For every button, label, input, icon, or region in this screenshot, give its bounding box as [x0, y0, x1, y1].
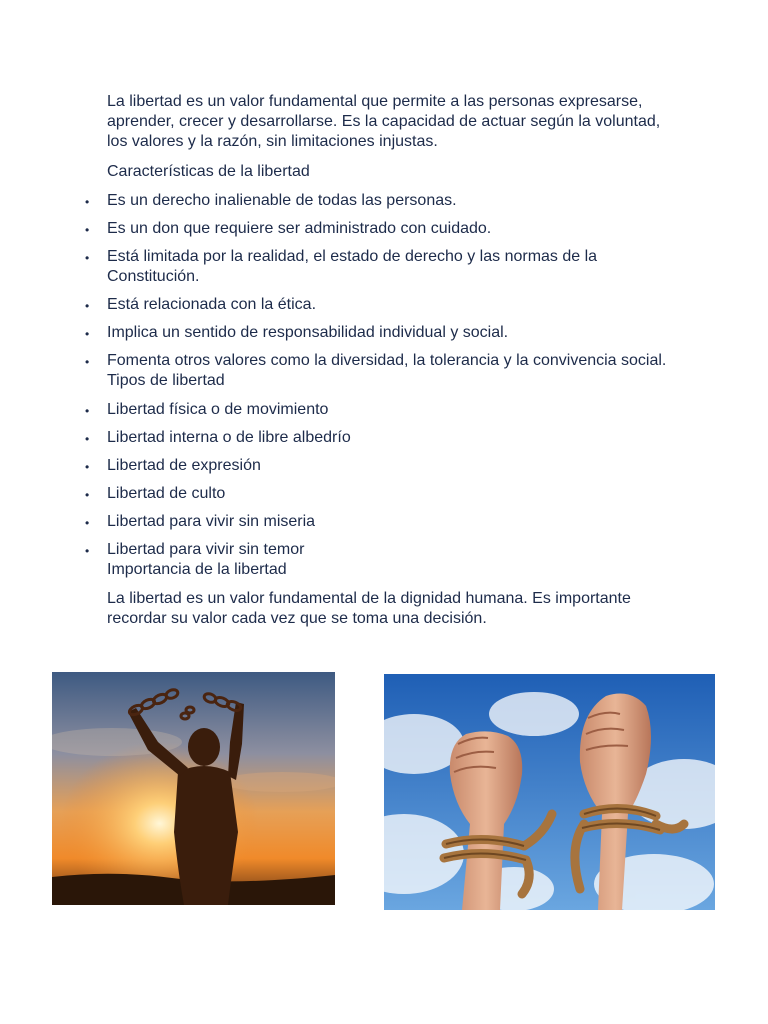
characteristics-heading: Características de la libertad: [107, 163, 310, 180]
list-item: [107, 540, 667, 580]
document-body: [107, 92, 667, 629]
list-item-text: Libertad para vivir sin temor: [107, 541, 305, 558]
list-item: • Libertad de culto: [107, 484, 667, 504]
types-list: [107, 400, 667, 580]
intro-paragraph: La libertad es un valor fundamental que permite a las personas expresarse, aprender, crecer y desarrollarse. Es la capacidad de actuar según la voluntad, los valores y la razón, sin limitaciones injustas.: [107, 93, 661, 150]
list-item: • Está relacionada con la ética.: [107, 295, 667, 315]
list-item: • Es un derecho inalienable de todas las personas.: [107, 191, 667, 211]
silhouette-breaking-chains-photo: [52, 672, 335, 905]
types-heading: Tipos de libertad: [107, 372, 225, 389]
list-item: • Está limitada por la realidad, el estado de derecho y las normas de la Constitución.: [107, 247, 667, 287]
importance-heading: Importancia de la libertad: [107, 561, 287, 578]
list-item: • Es un don que requiere ser administrado con cuidado.: [107, 219, 667, 239]
list-item: • Libertad física o de movimiento: [107, 400, 667, 420]
silhouette-breaking-chains-sunset-photo-icon: [52, 672, 335, 905]
list-item: • Libertad de expresión: [107, 456, 667, 476]
fists-with-broken-rope-sky-photo-icon: [384, 674, 715, 910]
list-item: [107, 351, 667, 391]
list-item: • Libertad interna o de libre albedrío: [107, 428, 667, 448]
list-item-text: Fomenta otros valores como la diversidad, la tolerancia y la convivencia social.: [107, 352, 667, 369]
list-item: • Libertad para vivir sin miseria: [107, 512, 667, 532]
importance-paragraph: La libertad es un valor fundamental de la dignidad humana. Es importante recordar su valor cada vez que se toma una decisión.: [107, 590, 631, 627]
characteristics-list: [107, 191, 667, 391]
fists-broken-rope-photo: [384, 674, 715, 910]
list-item: • Implica un sentido de responsabilidad individual y social.: [107, 323, 667, 343]
